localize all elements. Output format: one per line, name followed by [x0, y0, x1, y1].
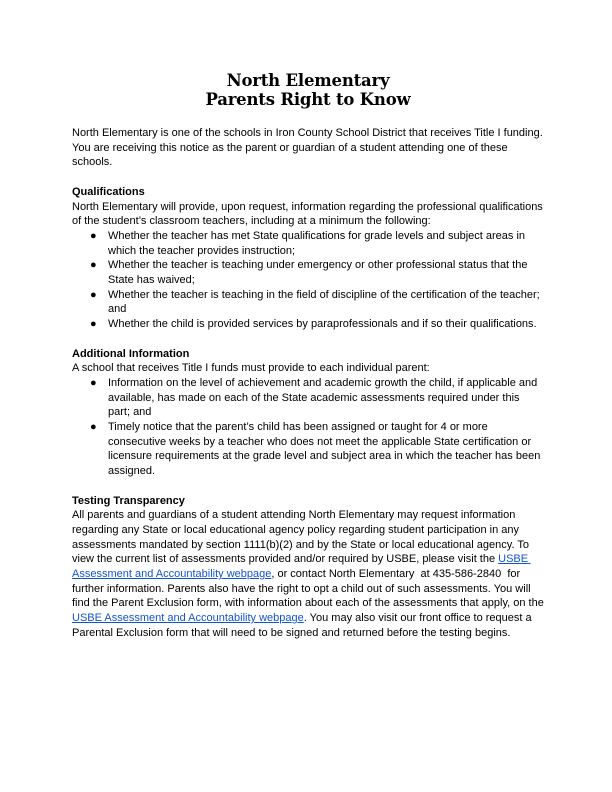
testing-transparency-heading: Testing Transparency	[72, 494, 185, 507]
list-item	[72, 317, 544, 332]
document-page	[72, 71, 547, 641]
qualifications-paragraph: North Elementary will provide, upon request, information regarding the professional qualifications of the student’s classroom teachers, including at a minimum the following:	[72, 200, 543, 228]
testing-text-part-2: , or contact North Elementary at 435-586-2840 for further information. Parents also have the right to opt a child out of such assessments. You will find the Parent Exclusion form, with information about each of the assessments that apply, on the	[72, 568, 547, 610]
additional-information-list	[72, 376, 544, 479]
testing-text-part-3: . You may also visit our front office to request a Parental Exclusion form that will need to be signed and returned before the testing begins.	[72, 612, 535, 639]
list-item	[72, 420, 544, 479]
additional-information-paragraph: A school that receives Title I funds must provide to each individual parent:	[72, 362, 430, 375]
bullet-icon: ●	[90, 229, 97, 242]
list-item-text: Timely notice that the parent’s child has been assigned or taught for 4 or more consecutive weeks by a teacher who does not meet the applicable State certification or licensure requirements at the grade level and subject area in which the teacher has been assigned.	[108, 421, 541, 478]
usbe-assessment-link-1[interactable]: USBE Assessment and Accountability webpage	[72, 553, 531, 581]
title-school-name: North Elementary	[226, 71, 390, 90]
list-item-text: Whether the teacher is teaching in the field of discipline of the certification of the teacher; and	[108, 288, 540, 316]
intro-paragraph: North Elementary is one of the schools in Iron County School District that receives Title I funding. You are receiving this notice as the parent or guardian of a student attending one of these schools.	[72, 127, 543, 169]
additional-information-heading: Additional Information	[72, 347, 190, 360]
bullet-icon: ●	[90, 376, 97, 389]
bullet-icon: ●	[90, 421, 97, 434]
testing-text-part-1: All parents and guardians of a student attending North Elementary may request information regarding any State or local educational agency policy regarding student participation in any assessments mandated by section 1111(b)(2) and by the State or local educational agency. To view the current list of assessments provided and/or required by USBE, please visit the	[72, 509, 533, 566]
list-item-text: Whether the teacher has met State qualifications for grade levels and subject areas in which the teacher provides instruction;	[108, 229, 526, 257]
list-item-text: Whether the child is provided services by paraprofessionals and if so their qualifications.	[108, 318, 537, 331]
list-item-text: Whether the teacher is teaching under emergency or other professional status that the State has waived;	[108, 259, 528, 287]
list-item	[72, 376, 544, 420]
qualifications-heading: Qualifications	[72, 185, 145, 198]
testing-transparency-paragraph	[72, 508, 547, 640]
bullet-icon: ●	[90, 288, 97, 301]
bullet-icon: ●	[90, 318, 97, 331]
list-item-text: Information on the level of achievement and academic growth the child, if applicable and available, has made on each of the State academic assessments required under this part; and	[108, 376, 538, 419]
usbe-assessment-link-2[interactable]: USBE Assessment and Accountability webpage	[72, 612, 304, 625]
list-item	[72, 258, 544, 287]
list-item	[72, 229, 544, 258]
qualifications-list	[72, 229, 544, 332]
list-item	[72, 288, 544, 317]
document-title	[72, 71, 544, 109]
bullet-icon: ●	[90, 259, 97, 272]
title-subject: Parents Right to Know	[205, 90, 411, 109]
